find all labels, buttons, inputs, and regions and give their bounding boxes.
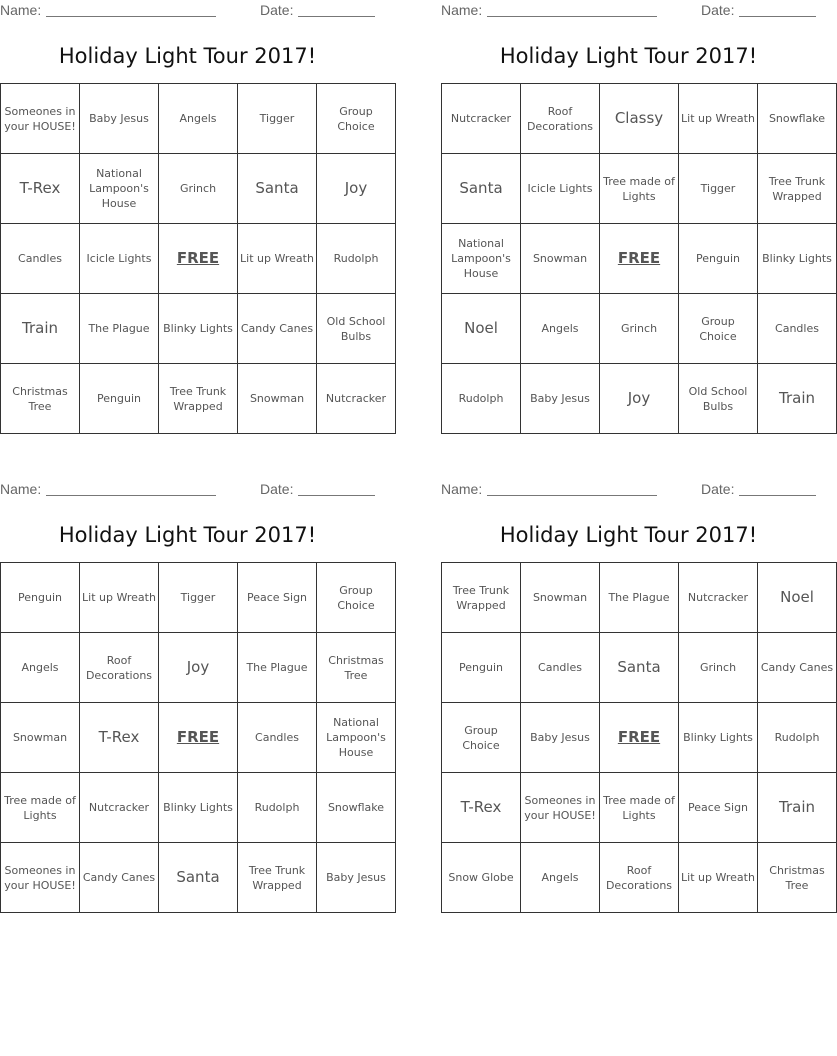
- bingo-cell[interactable]: Candy Canes: [758, 633, 837, 703]
- bingo-cell[interactable]: Tree made of Lights: [600, 154, 679, 224]
- bingo-cell[interactable]: Group Choice: [679, 294, 758, 364]
- grid-row: [442, 224, 837, 294]
- bingo-cell[interactable]: Nutcracker: [442, 84, 521, 154]
- bingo-cell[interactable]: National Lampoon's House: [80, 154, 159, 224]
- bingo-grid: [441, 83, 837, 434]
- grid-row: [1, 364, 396, 434]
- bingo-cell[interactable]: Roof Decorations: [521, 84, 600, 154]
- grid-row: [1, 633, 396, 703]
- bingo-cell[interactable]: Santa: [442, 154, 521, 224]
- grid-row: [442, 703, 837, 773]
- bingo-cell[interactable]: Baby Jesus: [80, 84, 159, 154]
- bingo-cell[interactable]: Grinch: [159, 154, 238, 224]
- grid-row: [1, 294, 396, 364]
- bingo-cell[interactable]: Group Choice: [317, 84, 396, 154]
- bingo-cell[interactable]: Lit up Wreath: [679, 84, 758, 154]
- bingo-cell[interactable]: Lit up Wreath: [679, 843, 758, 913]
- bingo-cell[interactable]: T-Rex: [80, 703, 159, 773]
- bingo-cell[interactable]: Grinch: [600, 294, 679, 364]
- grid-row: [442, 84, 837, 154]
- bingo-cell[interactable]: Joy: [600, 364, 679, 434]
- date-field[interactable]: [739, 16, 816, 17]
- bingo-cell[interactable]: Snowflake: [317, 773, 396, 843]
- bingo-cell[interactable]: T-Rex: [442, 773, 521, 843]
- bingo-cell[interactable]: Tree Trunk Wrapped: [159, 364, 238, 434]
- bingo-cell[interactable]: Penguin: [442, 633, 521, 703]
- bingo-cell[interactable]: Angels: [1, 633, 80, 703]
- name-label: Name:: [0, 481, 42, 497]
- bingo-cell[interactable]: The Plague: [80, 294, 159, 364]
- bingo-cell[interactable]: Icicle Lights: [80, 224, 159, 294]
- name-label: Name:: [441, 481, 483, 497]
- name-field[interactable]: [46, 16, 216, 17]
- bingo-cell[interactable]: Noel: [758, 563, 837, 633]
- card-title: Holiday Light Tour 2017!: [499, 44, 758, 68]
- bingo-cell[interactable]: Candles: [238, 703, 317, 773]
- bingo-card: [0, 479, 386, 892]
- bingo-cell[interactable]: Candles: [1, 224, 80, 294]
- bingo-cell[interactable]: Snowman: [1, 703, 80, 773]
- bingo-cell[interactable]: Rudolph: [317, 224, 396, 294]
- grid-row: [442, 843, 837, 913]
- grid-row: [1, 773, 396, 843]
- bingo-cell[interactable]: Classy: [600, 84, 679, 154]
- bingo-cell[interactable]: Someones in your HOUSE!: [1, 843, 80, 913]
- bingo-cell[interactable]: Tree Trunk Wrapped: [758, 154, 837, 224]
- bingo-cell[interactable]: Someones in your HOUSE!: [1, 84, 80, 154]
- free-space[interactable]: FREE: [159, 703, 238, 773]
- bingo-cell[interactable]: Rudolph: [758, 703, 837, 773]
- bingo-cell[interactable]: Snowman: [521, 224, 600, 294]
- grid-row: [1, 843, 396, 913]
- bingo-cell[interactable]: Icicle Lights: [521, 154, 600, 224]
- bingo-cell[interactable]: Blinky Lights: [159, 294, 238, 364]
- bingo-cell[interactable]: Lit up Wreath: [238, 224, 317, 294]
- bingo-cell[interactable]: Train: [758, 364, 837, 434]
- bingo-cell[interactable]: Tree Trunk Wrapped: [238, 843, 317, 913]
- bingo-cell[interactable]: Group Choice: [317, 563, 396, 633]
- date-field[interactable]: [298, 16, 375, 17]
- bingo-cell[interactable]: Blinky Lights: [758, 224, 837, 294]
- bingo-cell[interactable]: Rudolph: [238, 773, 317, 843]
- bingo-cell[interactable]: Blinky Lights: [159, 773, 238, 843]
- bingo-grid: [441, 562, 837, 913]
- free-space[interactable]: FREE: [159, 224, 238, 294]
- bingo-cell[interactable]: Old School Bulbs: [317, 294, 396, 364]
- bingo-cell[interactable]: Candles: [758, 294, 837, 364]
- bingo-cell[interactable]: Train: [1, 294, 80, 364]
- bingo-cell[interactable]: Christmas Tree: [758, 843, 837, 913]
- bingo-cell[interactable]: Angels: [159, 84, 238, 154]
- bingo-cell[interactable]: Snowflake: [758, 84, 837, 154]
- bingo-cell[interactable]: T-Rex: [1, 154, 80, 224]
- bingo-cell[interactable]: Someones in your HOUSE!: [521, 773, 600, 843]
- bingo-cell[interactable]: Snow Globe: [442, 843, 521, 913]
- bingo-cell[interactable]: Angels: [521, 843, 600, 913]
- bingo-card: [0, 0, 387, 413]
- grid-row: [1, 154, 396, 224]
- bingo-cell[interactable]: Roof Decorations: [80, 633, 159, 703]
- bingo-cell[interactable]: Christmas Tree: [317, 633, 396, 703]
- bingo-cell[interactable]: Christmas Tree: [1, 364, 80, 434]
- bingo-cell[interactable]: National Lampoon's House: [317, 703, 396, 773]
- grid-row: [442, 563, 837, 633]
- bingo-cell[interactable]: Tree made of Lights: [1, 773, 80, 843]
- grid-row: [1, 224, 396, 294]
- grid-row: [442, 364, 837, 434]
- grid-row: [1, 703, 396, 773]
- name-field[interactable]: [46, 495, 216, 496]
- bingo-cell[interactable]: Train: [758, 773, 837, 843]
- grid-row: [442, 154, 837, 224]
- bingo-cell[interactable]: Old School Bulbs: [679, 364, 758, 434]
- date-label: Date:: [260, 2, 294, 18]
- bingo-cell[interactable]: The Plague: [600, 563, 679, 633]
- grid-row: [442, 773, 837, 843]
- bingo-cell[interactable]: Baby Jesus: [521, 703, 600, 773]
- bingo-cell[interactable]: Peace Sign: [238, 563, 317, 633]
- grid-row: [1, 563, 396, 633]
- bingo-cell[interactable]: Noel: [442, 294, 521, 364]
- bingo-cell[interactable]: Group Choice: [442, 703, 521, 773]
- bingo-cell[interactable]: The Plague: [238, 633, 317, 703]
- date-field[interactable]: [739, 495, 816, 496]
- card-header: [0, 479, 375, 501]
- bingo-cell[interactable]: Blinky Lights: [679, 703, 758, 773]
- bingo-cell[interactable]: Baby Jesus: [521, 364, 600, 434]
- date-label: Date:: [260, 481, 294, 497]
- name-field[interactable]: [487, 16, 657, 17]
- bingo-cell[interactable]: Penguin: [1, 563, 80, 633]
- card-header: [441, 0, 816, 22]
- bingo-cell[interactable]: Nutcracker: [679, 563, 758, 633]
- name-label: Name:: [441, 2, 483, 18]
- grid-row: [1, 84, 396, 154]
- bingo-cell[interactable]: Tree Trunk Wrapped: [442, 563, 521, 633]
- bingo-cell[interactable]: Nutcracker: [80, 773, 159, 843]
- bingo-card: [441, 479, 834, 892]
- bingo-cell[interactable]: Santa: [238, 154, 317, 224]
- bingo-cell[interactable]: Santa: [159, 843, 238, 913]
- bingo-cell[interactable]: Snowman: [521, 563, 600, 633]
- card-title: Holiday Light Tour 2017!: [499, 523, 758, 547]
- date-label: Date:: [701, 481, 735, 497]
- grid-row: [442, 294, 837, 364]
- bingo-cell[interactable]: Tigger: [159, 563, 238, 633]
- bingo-cell[interactable]: Candy Canes: [238, 294, 317, 364]
- card-header: [441, 479, 816, 501]
- bingo-cell[interactable]: Nutcracker: [317, 364, 396, 434]
- bingo-cell[interactable]: Tigger: [679, 154, 758, 224]
- bingo-cell[interactable]: Peace Sign: [679, 773, 758, 843]
- bingo-cell[interactable]: Penguin: [80, 364, 159, 434]
- free-space[interactable]: FREE: [600, 224, 679, 294]
- bingo-cell[interactable]: National Lampoon's House: [442, 224, 521, 294]
- bingo-grid: [0, 562, 396, 913]
- date-field[interactable]: [298, 495, 375, 496]
- bingo-cell[interactable]: Joy: [159, 633, 238, 703]
- bingo-cell[interactable]: Rudolph: [442, 364, 521, 434]
- bingo-cell[interactable]: Tree made of Lights: [600, 773, 679, 843]
- card-header: [0, 0, 375, 22]
- date-label: Date:: [701, 2, 735, 18]
- bingo-cell[interactable]: Santa: [600, 633, 679, 703]
- bingo-cell[interactable]: Angels: [521, 294, 600, 364]
- card-title: Holiday Light Tour 2017!: [58, 523, 317, 547]
- bingo-cell[interactable]: Tigger: [238, 84, 317, 154]
- bingo-cell[interactable]: Penguin: [679, 224, 758, 294]
- bingo-cell[interactable]: Roof Decorations: [600, 843, 679, 913]
- bingo-cell[interactable]: Snowman: [238, 364, 317, 434]
- bingo-grid: [0, 83, 396, 434]
- bingo-cell[interactable]: Candles: [521, 633, 600, 703]
- name-field[interactable]: [487, 495, 657, 496]
- bingo-cell[interactable]: Lit up Wreath: [80, 563, 159, 633]
- bingo-cell[interactable]: Joy: [317, 154, 396, 224]
- bingo-cell[interactable]: Baby Jesus: [317, 843, 396, 913]
- bingo-card: [441, 0, 832, 413]
- bingo-cell[interactable]: Candy Canes: [80, 843, 159, 913]
- grid-row: [442, 633, 837, 703]
- bingo-cell[interactable]: Grinch: [679, 633, 758, 703]
- free-space[interactable]: FREE: [600, 703, 679, 773]
- name-label: Name:: [0, 2, 42, 18]
- card-title: Holiday Light Tour 2017!: [58, 44, 317, 68]
